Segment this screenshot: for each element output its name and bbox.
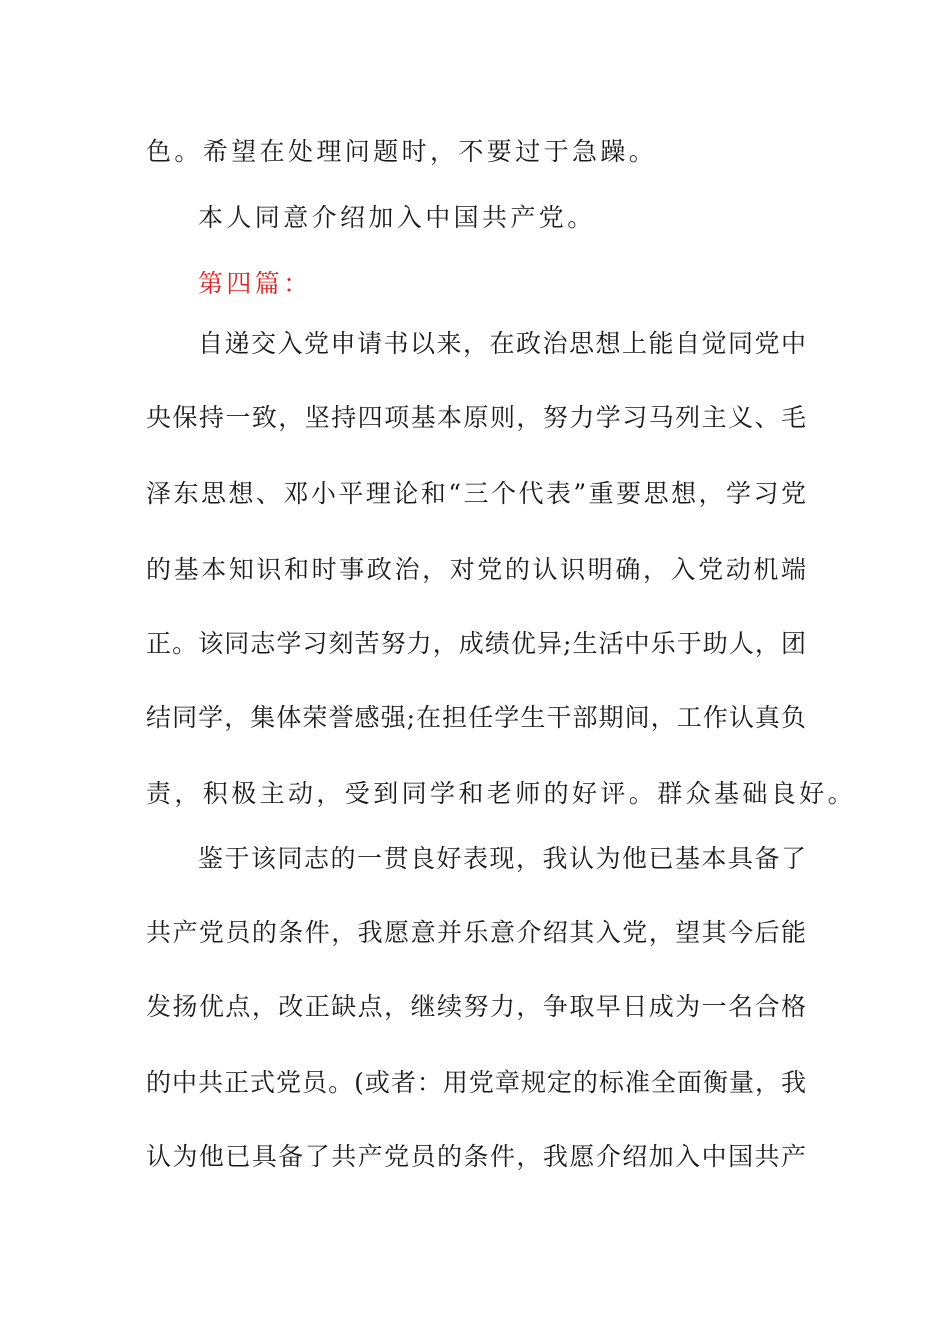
section-heading: 第四篇： (198, 269, 312, 298)
paragraph-line: 鉴于该同志的一贯良好表现，我认为他已基本具备了 (198, 844, 806, 873)
paragraph-line: 自递交入党申请书以来，在政治思想上能自觉同党中 (198, 329, 806, 358)
paragraph-line-last: 责，积极主动，受到同学和老师的好评。群众基础良好。 (146, 779, 857, 808)
paragraph-line: 央保持一致，坚持四项基本原则，努力学习马列主义、毛 (146, 403, 806, 432)
paragraph-line: 结同学，集体荣誉感强;在担任学生干部期间，工作认真负 (146, 703, 806, 732)
paragraph-line: 认为他已具备了共产党员的条件，我愿介绍加入中国共产 (146, 1142, 806, 1171)
paragraph-line: 发扬优点，改正缺点，继续努力，争取早日成为一名合格 (146, 992, 806, 1021)
paragraph-line: 泽东思想、邓小平理论和“三个代表”重要思想，学习党 (146, 479, 806, 508)
paragraph-line: 正。该同志学习刻苦努力，成绩优异;生活中乐于助人，团 (146, 629, 806, 658)
paragraph-line: 的中共正式党员。(或者：用党章规定的标准全面衡量，我 (146, 1068, 806, 1097)
text-line-consent: 本人同意介绍加入中国共产党。 (198, 203, 596, 232)
text-line-continuation: 色。希望在处理问题时，不要过于急躁。 (146, 137, 658, 166)
paragraph-line: 的基本知识和时事政治，对党的认识明确，入党动机端 (146, 555, 806, 584)
paragraph-line: 共产党员的条件，我愿意并乐意介绍其入党，望其今后能 (146, 918, 806, 947)
